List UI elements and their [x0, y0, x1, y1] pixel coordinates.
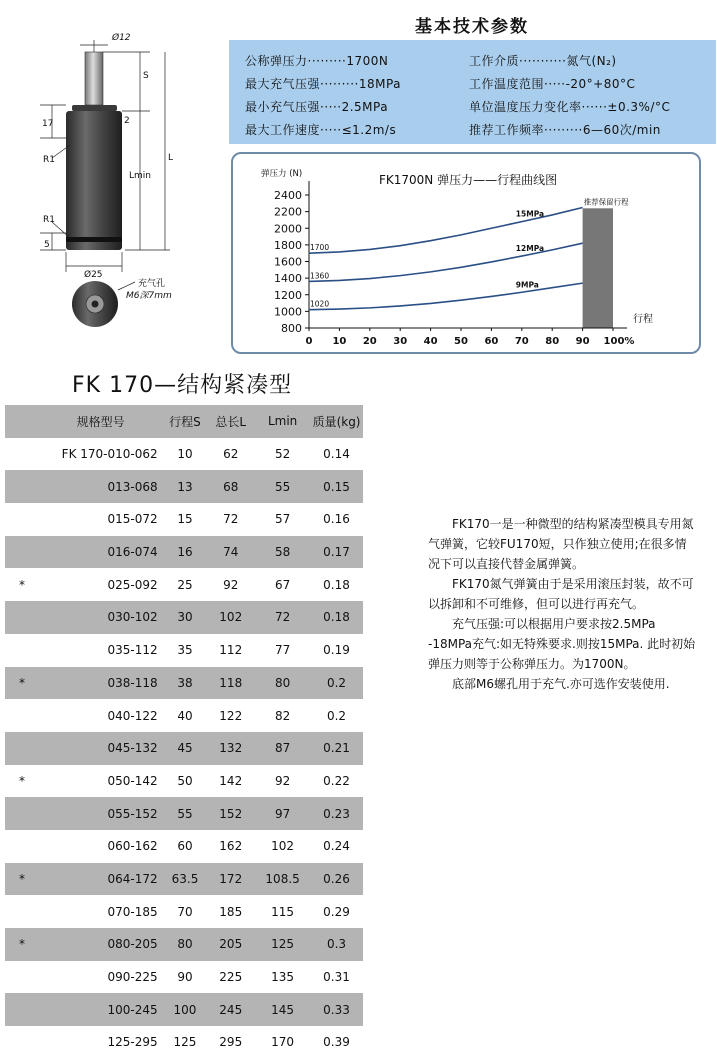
- x-tick-label: 0: [305, 336, 313, 347]
- table-title: FK 170—结构紧凑型: [72, 373, 293, 398]
- cell-model: 070-185: [107, 904, 158, 919]
- table-row: [5, 568, 363, 601]
- cell-lmin: 80: [274, 675, 291, 690]
- row-mark: [5, 732, 38, 765]
- spring-technical-drawing: [0, 0, 230, 330]
- y-tick-label: 1800: [274, 238, 302, 252]
- cell-length: 142: [219, 773, 243, 788]
- cell-lmin: 57: [274, 512, 291, 527]
- table-row: [5, 470, 363, 503]
- x-tick-label: 90: [575, 336, 590, 347]
- x-axis-label: 行程: [633, 314, 653, 325]
- cell-lmin: 72: [274, 610, 291, 625]
- param-left-4: 最大工作速度·····≤1.2m/s: [245, 123, 397, 137]
- cell-stroke: 80: [177, 937, 193, 952]
- cell-length: 152: [219, 806, 243, 821]
- param-left-2: 最大充气压强·········18MPa: [245, 77, 402, 91]
- cell-stroke: 70: [177, 904, 193, 919]
- cell-stroke: 40: [177, 708, 193, 723]
- series-name-label: 9MPa: [515, 280, 539, 290]
- series-name-label: 12MPa: [515, 244, 545, 254]
- body-groove: [66, 237, 122, 242]
- cell-lmin: 97: [274, 806, 291, 821]
- param-right-2: 工作温度范围·····-20°+80°C: [469, 77, 636, 91]
- y-tick-label: 1000: [274, 305, 302, 319]
- dim-17-label: 17: [42, 119, 54, 129]
- table-header-row: [5, 405, 363, 438]
- cell-stroke: 38: [177, 675, 193, 690]
- params-panel: [229, 40, 716, 144]
- cell-model: 125-295: [107, 1035, 158, 1050]
- table-row: [5, 601, 363, 634]
- row-mark: [5, 536, 38, 569]
- reserved-stroke-zone: [583, 208, 613, 328]
- table-row: [5, 438, 363, 471]
- row-mark: [5, 470, 38, 503]
- cell-model: 030-102: [107, 610, 158, 625]
- cell-length: 172: [219, 871, 243, 886]
- description-paragraph: FK170一是一种微型的结构紧凑型模具专用氮气弹簧，它较FU170短，只作独立使用;在很多情况下可以直接代替金属弹簧。: [428, 517, 694, 571]
- cell-lmin: 55: [274, 479, 291, 494]
- row-mark: *: [19, 773, 25, 788]
- cell-length: 112: [219, 643, 243, 658]
- cell-length: 102: [219, 610, 243, 625]
- series-name-label: 15MPa: [515, 209, 545, 219]
- cell-stroke: 35: [177, 643, 193, 658]
- charging-port: [92, 301, 99, 308]
- cell-length: 68: [223, 479, 239, 494]
- description-paragraph: FK170氮气弹簧由于是采用滚压封装，故不可以拆卸和不可维修，但可以进行再充气。: [428, 577, 694, 611]
- x-tick-label: 20: [362, 336, 377, 347]
- row-mark: *: [19, 577, 25, 592]
- cell-length: 74: [223, 545, 239, 560]
- cell-lmin: 87: [274, 741, 291, 756]
- header-mass: 质量(kg): [312, 414, 361, 429]
- cell-model: 038-118: [107, 675, 158, 690]
- series-start-label: 1360: [310, 271, 330, 281]
- cell-model: 055-152: [107, 806, 158, 821]
- cell-stroke: 30: [177, 610, 193, 625]
- row-mark: [5, 699, 38, 732]
- table-row: [5, 503, 363, 536]
- cell-model: 090-225: [107, 970, 158, 985]
- cell-model: 050-142: [107, 773, 158, 788]
- cell-length: 118: [219, 675, 243, 690]
- cell-model: 060-162: [107, 839, 158, 854]
- cell-model: 016-074: [107, 545, 158, 560]
- cell-mass: 0.23: [323, 806, 350, 821]
- y-tick-label: 1600: [274, 255, 302, 269]
- table-row: [5, 993, 363, 1026]
- series-start-label: 1020: [310, 299, 330, 309]
- row-mark: [5, 895, 38, 928]
- cell-mass: 0.18: [323, 577, 350, 592]
- cell-stroke: 25: [177, 577, 193, 592]
- spring-body: [66, 111, 122, 250]
- cell-model: FK 170-010-062: [61, 447, 158, 462]
- cell-length: 245: [219, 1002, 243, 1017]
- cell-stroke: 63.5: [171, 871, 199, 886]
- header-stroke: 行程S: [169, 414, 201, 429]
- row-mark: [5, 961, 38, 994]
- table-row: [5, 895, 363, 928]
- row-mark: [5, 438, 38, 471]
- reserved-zone-label: 推荐保留行程: [583, 197, 629, 207]
- cell-stroke: 45: [177, 741, 193, 756]
- y-tick-label: 2000: [274, 222, 302, 236]
- cell-lmin: 67: [274, 577, 291, 592]
- cell-length: 205: [219, 937, 243, 952]
- cell-length: 92: [223, 577, 239, 592]
- row-mark: [5, 503, 38, 536]
- cell-model: 100-245: [107, 1002, 158, 1017]
- dim-l-label: L: [168, 153, 174, 163]
- cell-lmin: 135: [271, 970, 295, 985]
- row-mark: [5, 830, 38, 863]
- cell-model: 040-122: [107, 708, 158, 723]
- cell-length: 162: [219, 839, 243, 854]
- cell-stroke: 15: [177, 512, 193, 527]
- description-paragraph: 充气压强:可以根据用户要求按2.5MPa -18MPa充气:如无特殊要求.则按15MPa. 此时初始弹压力则等于公称弹压力。为1700N。: [428, 617, 696, 671]
- cell-mass: 0.14: [323, 447, 350, 462]
- header-model: 规格型号: [76, 414, 125, 429]
- port-label-2: M6深7mm: [126, 291, 172, 301]
- cell-mass: 0.19: [323, 643, 350, 658]
- description: [428, 514, 698, 694]
- piston-rod: [85, 52, 103, 105]
- cell-mass: 0.3: [326, 937, 347, 952]
- cell-model: 013-068: [107, 479, 158, 494]
- param-left-3: 最小充气压强·····2.5MPa: [245, 100, 389, 114]
- cell-stroke: 100: [173, 1002, 197, 1017]
- cell-mass: 0.21: [323, 741, 350, 756]
- cell-stroke: 90: [177, 970, 193, 985]
- y-tick-label: 2400: [274, 189, 302, 202]
- x-tick-label: 70: [514, 336, 529, 347]
- row-mark: [5, 993, 38, 1026]
- cell-stroke: 16: [177, 545, 193, 560]
- cell-lmin: 145: [271, 1002, 295, 1017]
- x-tick-label: 80: [545, 336, 560, 347]
- cell-lmin: 58: [274, 545, 291, 560]
- y-tick-label: 1400: [274, 272, 302, 286]
- series-start-label: 1700: [310, 243, 330, 253]
- x-tick-label: 50: [454, 336, 468, 347]
- row-mark: [5, 1026, 38, 1059]
- cell-mass: 0.39: [323, 1035, 350, 1050]
- dim-dia-rod-label: Ø12: [112, 33, 131, 43]
- force-stroke-chart-panel: [231, 152, 701, 354]
- cell-model: 035-112: [107, 643, 158, 658]
- param-right-3: 单位温度压力变化率······±0.3%/°C: [469, 100, 671, 114]
- cell-mass: 0.17: [323, 545, 350, 560]
- y-tick-label: 2200: [274, 205, 302, 219]
- param-right-1: 工作介质···········氮气(N₂): [469, 54, 617, 68]
- spec-table: [5, 405, 363, 1059]
- cell-lmin: 170: [271, 1035, 295, 1050]
- cell-mass: 0.22: [323, 773, 350, 788]
- cell-lmin: 102: [271, 839, 295, 854]
- y-tick-label: 800: [281, 322, 302, 335]
- force-stroke-chart: [233, 154, 699, 352]
- table-row: [5, 699, 363, 732]
- cell-lmin: 77: [274, 643, 291, 658]
- cell-mass: 0.31: [323, 970, 350, 985]
- table-row: [5, 830, 363, 863]
- y-tick-label: 1200: [274, 288, 302, 302]
- x-tick-label: 60: [484, 336, 499, 347]
- cell-lmin: 115: [271, 904, 295, 919]
- description-paragraph: 底部M6螺孔用于充气.亦可选作安装使用.: [452, 677, 670, 691]
- table-row: [5, 536, 363, 569]
- cell-lmin: 82: [274, 708, 291, 723]
- y-axis-label: 弹压力 (N): [261, 169, 303, 179]
- cell-mass: 0.33: [323, 1002, 350, 1017]
- dim-stroke-label: S: [143, 71, 149, 81]
- cell-mass: 0.2: [326, 675, 347, 690]
- cell-length: 295: [219, 1035, 243, 1050]
- cell-lmin: 108.5: [265, 871, 300, 886]
- cell-length: 72: [223, 512, 239, 527]
- chart-title: FK1700N 弹压力——行程曲线图: [379, 173, 558, 187]
- table-row: [5, 1026, 363, 1059]
- cell-stroke: 50: [177, 773, 193, 788]
- params-title: 基本技术参数: [415, 17, 529, 37]
- param-left-1: 公称弹压力·········1700N: [245, 54, 389, 68]
- dim-5-label: 5: [44, 240, 50, 250]
- table-row: [5, 634, 363, 667]
- cell-length: 132: [219, 741, 243, 756]
- cell-mass: 0.2: [326, 708, 347, 723]
- x-tick-label: 40: [423, 336, 438, 347]
- cell-length: 122: [219, 708, 243, 723]
- series-line: [309, 283, 583, 310]
- cell-lmin: 92: [274, 773, 291, 788]
- cell-mass: 0.16: [323, 512, 350, 527]
- cell-model: 045-132: [107, 741, 158, 756]
- x-tick-label: 100%: [603, 336, 635, 347]
- dim-2-label: 2: [124, 116, 130, 126]
- port-label-1: 充气孔: [138, 279, 166, 289]
- cell-mass: 0.26: [323, 871, 350, 886]
- cell-mass: 0.15: [323, 479, 350, 494]
- cell-stroke: 13: [177, 479, 193, 494]
- cell-length: 185: [219, 904, 243, 919]
- row-mark: [5, 797, 38, 830]
- table-row: [5, 961, 363, 994]
- cell-lmin: 125: [271, 937, 295, 952]
- table-row: [5, 732, 363, 765]
- cell-model: 064-172: [107, 871, 158, 886]
- dim-dia-body-label: Ø25: [84, 270, 103, 280]
- x-tick-label: 30: [393, 336, 408, 347]
- cell-lmin: 52: [274, 447, 291, 462]
- cell-stroke: 55: [177, 806, 193, 821]
- row-mark: [5, 601, 38, 634]
- row-mark: *: [19, 675, 25, 690]
- cell-mass: 0.24: [323, 839, 350, 854]
- header-length: 总长L: [215, 414, 247, 429]
- x-tick-label: 10: [332, 336, 347, 347]
- table-row: [5, 863, 363, 896]
- cell-stroke: 125: [173, 1035, 197, 1050]
- table-row: [5, 928, 363, 961]
- cell-mass: 0.18: [323, 610, 350, 625]
- cell-stroke: 60: [177, 839, 193, 854]
- table-row: [5, 667, 363, 700]
- body-collar: [72, 105, 117, 111]
- cell-mass: 0.29: [323, 904, 350, 919]
- cell-length: 225: [219, 970, 243, 985]
- dim-lmin-label: Lmin: [129, 171, 151, 181]
- param-right-4: 推荐工作频率·········6—60次/min: [469, 123, 661, 137]
- cell-model: 025-092: [107, 577, 158, 592]
- row-mark: *: [19, 937, 25, 952]
- cell-stroke: 10: [177, 447, 193, 462]
- cell-model: 015-072: [107, 512, 158, 527]
- header-lmin: Lmin: [267, 414, 298, 429]
- cell-length: 62: [223, 447, 239, 462]
- dim-r1-top-label: R1: [43, 155, 55, 165]
- cell-model: 080-205: [107, 937, 158, 952]
- table-row: [5, 765, 363, 798]
- header-mark: [5, 405, 38, 438]
- row-mark: [5, 634, 38, 667]
- row-mark: *: [19, 871, 25, 886]
- table-row: [5, 797, 363, 830]
- dim-r1-bottom-label: R1: [43, 215, 55, 225]
